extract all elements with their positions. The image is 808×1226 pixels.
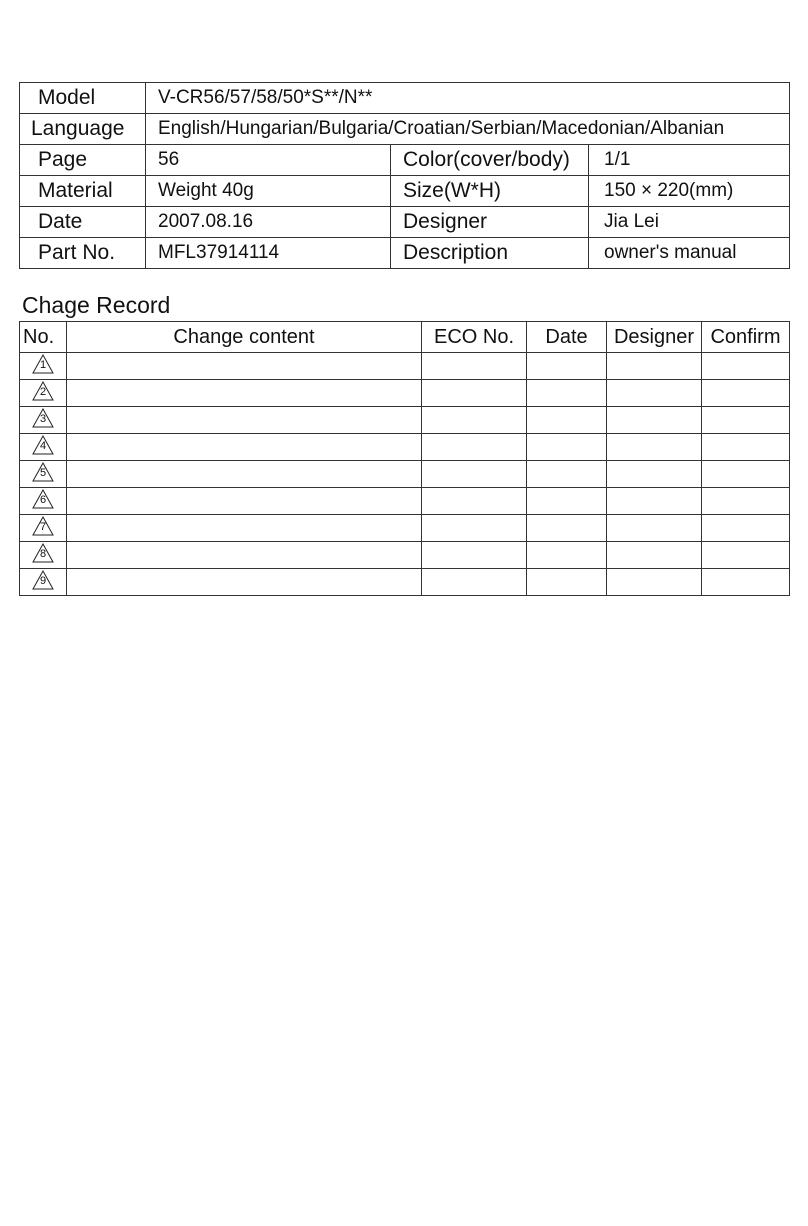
eco-no-cell (422, 515, 527, 542)
eco-no-cell (422, 542, 527, 569)
confirm-cell (702, 434, 790, 461)
revision-triangle-icon (32, 354, 54, 374)
page-label: Page (20, 145, 146, 176)
designer-cell (607, 488, 702, 515)
revision-number-cell (20, 542, 67, 569)
revision-number-cell (20, 380, 67, 407)
header-no: No. (20, 322, 67, 353)
table-row (20, 569, 790, 596)
date-cell (527, 569, 607, 596)
date-cell (527, 434, 607, 461)
revision-number: 8 (39, 547, 47, 560)
language-value: English/Hungarian/Bulgaria/Croatian/Serbian/Macedonian/Albanian (146, 114, 790, 145)
revision-number: 4 (39, 439, 47, 452)
designer-cell (607, 434, 702, 461)
revision-triangle-icon (32, 516, 54, 536)
date-cell (527, 542, 607, 569)
change-content-cell (67, 488, 422, 515)
confirm-cell (702, 542, 790, 569)
designer-cell (607, 380, 702, 407)
size-label: Size(W*H) (391, 176, 589, 207)
designer-cell (607, 461, 702, 488)
table-row (20, 434, 790, 461)
revision-number-cell (20, 488, 67, 515)
table-row (20, 353, 790, 380)
designer-cell (607, 353, 702, 380)
revision-number-cell (20, 407, 67, 434)
revision-triangle-icon (32, 489, 54, 509)
confirm-cell (702, 515, 790, 542)
color-label: Color(cover/body) (391, 145, 589, 176)
description-label: Description (391, 238, 589, 269)
revision-number-cell (20, 461, 67, 488)
change-record-table (19, 321, 790, 596)
revision-number: 2 (39, 385, 47, 398)
change-content-cell (67, 353, 422, 380)
revision-triangle-icon (32, 462, 54, 482)
table-row (20, 488, 790, 515)
confirm-cell (702, 569, 790, 596)
confirm-cell (702, 461, 790, 488)
revision-number: 5 (39, 466, 47, 479)
eco-no-cell (422, 569, 527, 596)
description-value: owner's manual (589, 238, 790, 269)
change-content-cell (67, 461, 422, 488)
info-row-partno (20, 238, 790, 269)
eco-no-cell (422, 353, 527, 380)
eco-no-cell (422, 380, 527, 407)
eco-no-cell (422, 488, 527, 515)
designer-cell (607, 515, 702, 542)
revision-number: 3 (39, 412, 47, 425)
designer-cell (607, 407, 702, 434)
info-row-model (20, 83, 790, 114)
revision-number-cell (20, 515, 67, 542)
revision-number-cell (20, 569, 67, 596)
revision-number: 1 (39, 358, 47, 371)
designer-cell (607, 569, 702, 596)
change-content-cell (67, 380, 422, 407)
info-row-material (20, 176, 790, 207)
partno-value: MFL37914114 (146, 238, 391, 269)
info-row-page (20, 145, 790, 176)
revision-number: 9 (39, 574, 47, 587)
change-record-header-row (20, 322, 790, 353)
table-row (20, 407, 790, 434)
revision-triangle-icon (32, 408, 54, 428)
eco-no-cell (422, 407, 527, 434)
change-content-cell (67, 515, 422, 542)
material-value: Weight 40g (146, 176, 391, 207)
change-record-body (20, 353, 790, 596)
date-cell (527, 515, 607, 542)
confirm-cell (702, 407, 790, 434)
info-row-date (20, 207, 790, 238)
date-cell (527, 488, 607, 515)
date-cell (527, 353, 607, 380)
designer-label: Designer (391, 207, 589, 238)
revision-triangle-icon (32, 543, 54, 563)
header-date: Date (527, 322, 607, 353)
info-row-language (20, 114, 790, 145)
table-row (20, 461, 790, 488)
change-content-cell (67, 407, 422, 434)
document-info-table (19, 82, 790, 269)
revision-number: 6 (39, 493, 47, 506)
header-confirm: Confirm (702, 322, 790, 353)
revision-number-cell (20, 434, 67, 461)
table-row (20, 542, 790, 569)
change-content-cell (67, 569, 422, 596)
eco-no-cell (422, 461, 527, 488)
change-content-cell (67, 434, 422, 461)
header-change-content: Change content (67, 322, 422, 353)
color-value: 1/1 (589, 145, 790, 176)
revision-number: 7 (39, 520, 47, 533)
date-cell (527, 407, 607, 434)
date-label: Date (20, 207, 146, 238)
table-row (20, 380, 790, 407)
partno-label: Part No. (20, 238, 146, 269)
confirm-cell (702, 380, 790, 407)
confirm-cell (702, 488, 790, 515)
language-label: Language (20, 114, 146, 145)
page-value: 56 (146, 145, 391, 176)
date-value: 2007.08.16 (146, 207, 391, 238)
table-row (20, 515, 790, 542)
change-content-cell (67, 542, 422, 569)
material-label: Material (20, 176, 146, 207)
eco-no-cell (422, 434, 527, 461)
designer-value: Jia Lei (589, 207, 790, 238)
revision-triangle-icon (32, 570, 54, 590)
revision-number-cell (20, 353, 67, 380)
date-cell (527, 380, 607, 407)
model-label: Model (20, 83, 146, 114)
date-cell (527, 461, 607, 488)
designer-cell (607, 542, 702, 569)
change-record-title: Chage Record (22, 292, 171, 318)
header-designer: Designer (607, 322, 702, 353)
confirm-cell (702, 353, 790, 380)
size-value: 150 × 220(mm) (589, 176, 790, 207)
header-eco-no: ECO No. (422, 322, 527, 353)
model-value: V-CR56/57/58/50*S**/N** (146, 83, 790, 114)
revision-triangle-icon (32, 381, 54, 401)
revision-triangle-icon (32, 435, 54, 455)
